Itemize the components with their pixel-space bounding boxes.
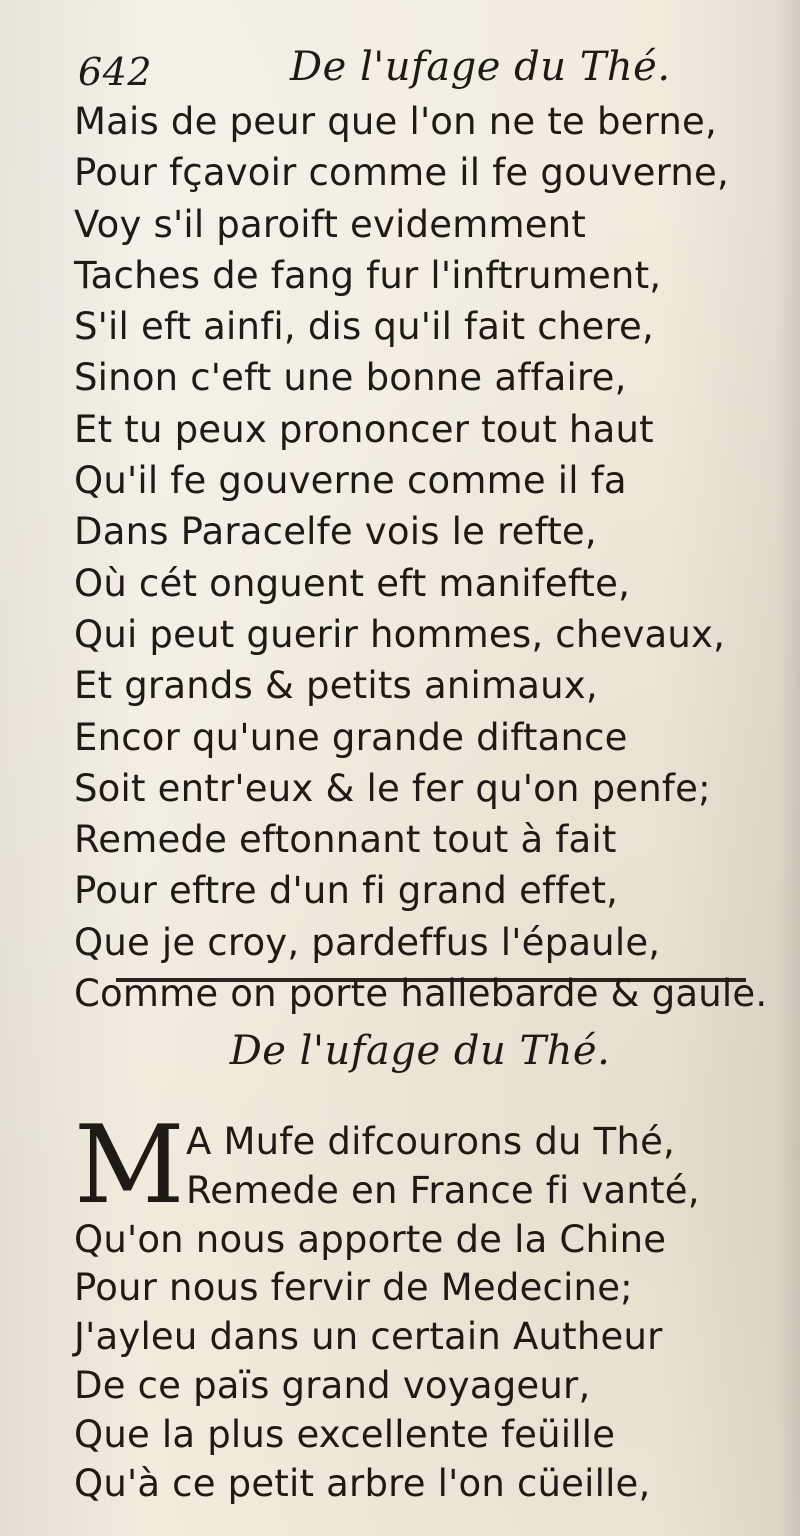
verse-line: Pour fçavoir comme il fe gouverne, xyxy=(74,151,729,195)
drop-cap: M xyxy=(74,1103,183,1228)
verse-line: Voy s'il paroift evidemment xyxy=(74,202,587,246)
verse-line: Mais de peur que l'on ne te berne, xyxy=(74,100,717,143)
verse-line: Remede en France fi vanté, xyxy=(186,1168,700,1212)
verse-line: Que la plus excellente feüille xyxy=(74,1412,616,1456)
page-edge-shadow xyxy=(778,0,800,1536)
verse-line: Encor qu'une grande diftance xyxy=(74,715,628,759)
verse-line: De ce païs grand voyageur, xyxy=(74,1363,591,1407)
verse-line: S'il eft ainfi, dis qu'il fait chere, xyxy=(74,305,654,349)
verse-line: Taches de fang fur l'inftrument, xyxy=(74,253,662,297)
verse-line: Comme on porte hallebarde & gaule. xyxy=(74,972,768,1016)
running-head xyxy=(78,44,718,94)
section-heading: De l'ufage du Thé. xyxy=(229,1028,611,1074)
verse-line: A Mufe difcourons du Thé, xyxy=(186,1120,676,1163)
section-divider-rule xyxy=(116,978,746,982)
verse-line: J'ayleu dans un certain Autheur xyxy=(74,1315,663,1359)
verse-line: Dans Paracelfe vois le refte, xyxy=(74,510,597,554)
running-head-title: De l'ufage du Thé. xyxy=(290,44,671,90)
verse-line: Qui peut guerir hommes, chevaux, xyxy=(74,612,726,656)
verse-line: Qu'il fe gouverne comme il fa xyxy=(74,459,627,503)
verse-line: Soit entr'eux & le fer qu'on penfe; xyxy=(74,766,711,810)
poem-stanza-2 xyxy=(74,1103,764,1505)
verse-line: Pour nous fervir de Medecine; xyxy=(74,1266,633,1310)
poem-stanza-1 xyxy=(74,96,768,1019)
verse-line: Que je croy, pardeffus l'épaule, xyxy=(74,920,661,964)
verse-line: Où cét onguent eft manifefte, xyxy=(74,561,631,605)
verse-line: Et tu peux prononcer tout haut xyxy=(74,407,654,451)
page-number: 642 xyxy=(78,50,153,94)
verse-line: Qu'à ce petit arbre l'on cüeille, xyxy=(74,1461,651,1505)
verse-line: Remede eftonnant tout à fait xyxy=(74,818,617,862)
verse-line: Et grands & petits animaux, xyxy=(74,664,598,708)
verse-line: Pour eftre d'un fi grand effet, xyxy=(74,869,619,913)
verse-line: Sinon c'eft une bonne affaire, xyxy=(74,356,627,400)
verse-line: Qu'on nous apporte de la Chine xyxy=(74,1217,667,1261)
